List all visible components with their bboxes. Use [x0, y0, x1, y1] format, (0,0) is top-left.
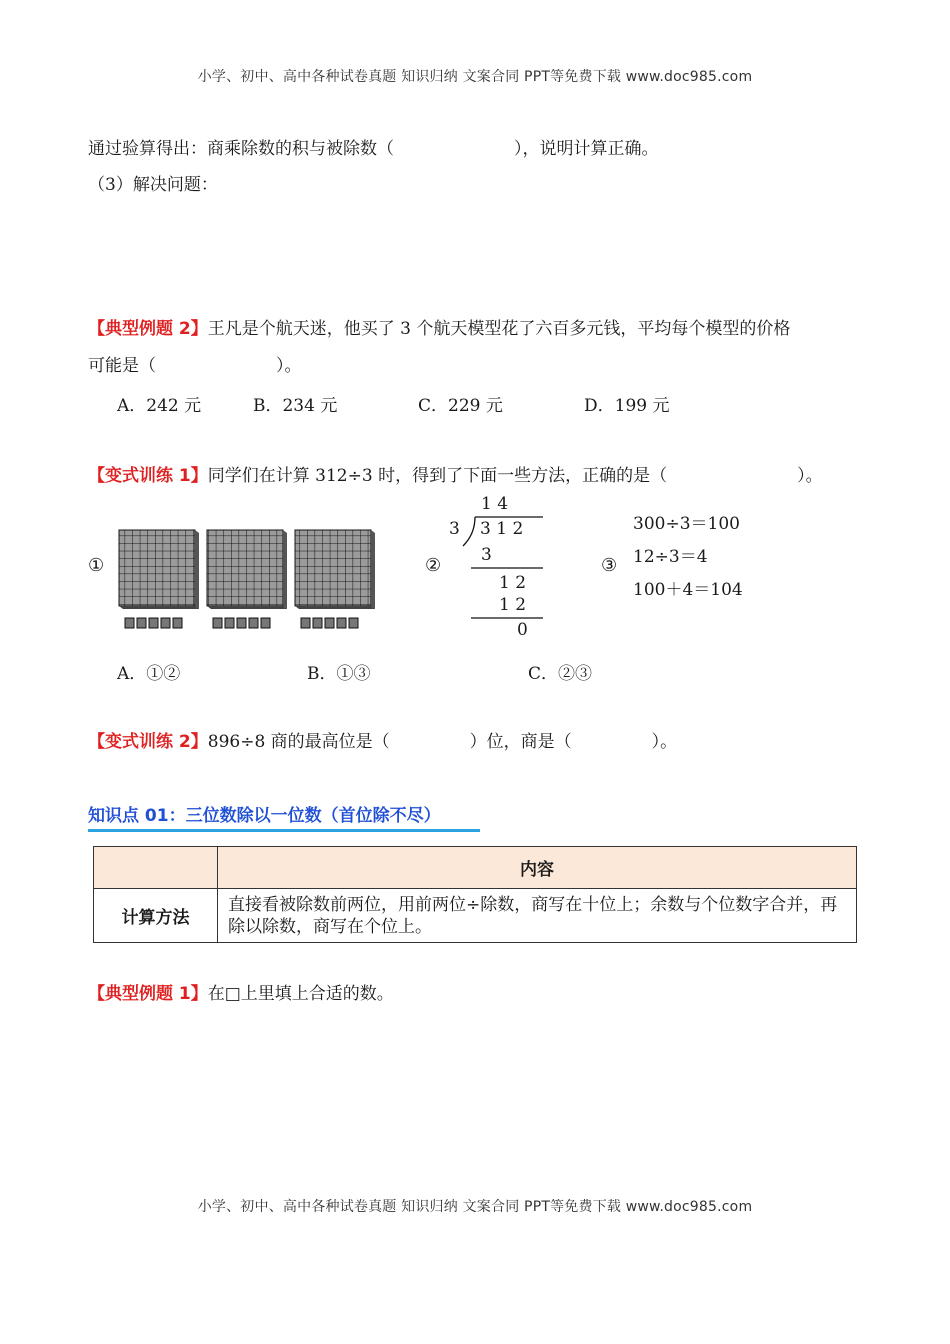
- solve-label: （3）解决问题：: [88, 175, 218, 195]
- option-b[interactable]: B．①③: [307, 664, 371, 684]
- verify-before: 通过验算得出：商乘除数的积与被除数（: [88, 139, 394, 159]
- option-a[interactable]: A．242 元: [117, 396, 202, 416]
- option-a[interactable]: A．①②: [117, 664, 181, 684]
- variant1-line: [88, 465, 823, 487]
- variant2-line: [88, 731, 677, 753]
- row-content: 直接看被除数前两位，用前两位÷除数，商写在十位上；余数与个位数字合并，再除以除数，商写在个位上。: [218, 889, 857, 943]
- variant2-before: 896÷8 商的最高位是（: [207, 732, 390, 752]
- equation-3: 100＋4＝104: [633, 580, 743, 600]
- variant1-tag: 【变式训练 1】: [88, 466, 208, 486]
- variant1-before: 同学们在计算 312÷3 时，得到了下面一些方法，正确的是（: [207, 466, 668, 486]
- marker-2: ②: [425, 555, 442, 576]
- equation-2: 12÷3＝4: [633, 547, 708, 567]
- knowledge-point-title: 知识点 01：三位数除以一位数（首位除不尽）: [88, 806, 441, 826]
- variant2-mid: ）位，商是（: [469, 732, 572, 752]
- hundred-block: [119, 530, 199, 609]
- hundred-block: [295, 530, 375, 609]
- equation-1: 300÷3＝100: [633, 514, 740, 534]
- step-product-2: 1 2: [499, 595, 527, 615]
- step-product: 3: [481, 545, 492, 565]
- example1-line: [88, 983, 394, 1005]
- example2-line2: [88, 355, 302, 377]
- step-bring-down: 1 2: [499, 573, 527, 593]
- remainder: 0: [517, 620, 528, 640]
- title-underline: [88, 829, 480, 832]
- example2-tag: 【典型例题 2】: [88, 319, 208, 339]
- table-corner-cell: [94, 847, 218, 889]
- option-b[interactable]: B．234 元: [253, 396, 338, 416]
- page-footer: 小学、初中、高中各种试卷真题 知识归纳 文案合同 PPT等免费下载 www.doc985.com: [197, 1199, 753, 1215]
- variant1-after: ）。: [797, 466, 823, 486]
- divisor: 3: [449, 519, 460, 539]
- example1-text: 在□上里填上合适的数。: [207, 984, 394, 1004]
- marker-1: ①: [88, 555, 105, 576]
- verify-after: ），说明计算正确。: [514, 139, 659, 159]
- knowledge-table: [93, 846, 857, 943]
- example2-line1: [88, 318, 790, 340]
- option-c[interactable]: C．229 元: [418, 396, 503, 416]
- verify-line: [88, 138, 659, 160]
- quotient: 1 4: [481, 494, 509, 514]
- division-bracket-lines: [455, 515, 550, 625]
- unit-cubes: [125, 618, 358, 628]
- table-header: 内容: [218, 847, 857, 889]
- page-header: 小学、初中、高中各种试卷真题 知识归纳 文案合同 PPT等免费下载 www.doc985.com: [197, 69, 753, 85]
- example2-text: 王凡是个航天迷，他买了 3 个航天模型花了六百多元钱，平均每个模型的价格: [207, 319, 791, 339]
- example2-before: 可能是（: [88, 356, 156, 376]
- base-ten-blocks-figure: [117, 528, 377, 632]
- marker-3: ③: [601, 555, 618, 576]
- example2-after: ）。: [276, 356, 302, 376]
- option-d[interactable]: D．199 元: [584, 396, 670, 416]
- option-c[interactable]: C．②③: [528, 664, 593, 684]
- example1-tag: 【典型例题 1】: [88, 984, 208, 1004]
- hundred-block: [207, 530, 287, 609]
- variant2-tag: 【变式训练 2】: [88, 732, 208, 752]
- dividend: 3 1 2: [480, 519, 524, 539]
- row-label: 计算方法: [94, 889, 218, 943]
- variant2-after: ）。: [651, 732, 678, 752]
